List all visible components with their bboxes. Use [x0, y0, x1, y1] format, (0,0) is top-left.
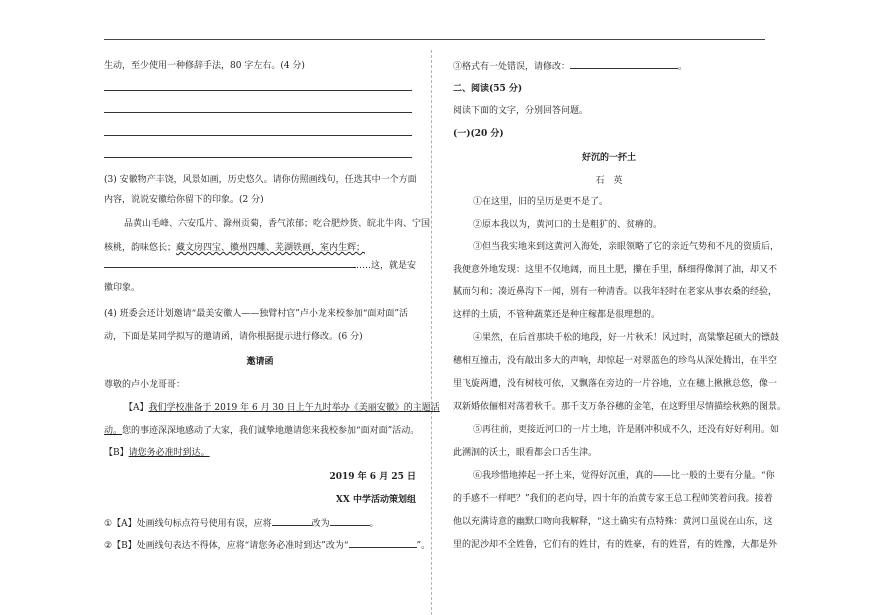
- paragraph-5-line1: ⑤再往前，更接近河口的一片土地，许是刚冲积成不久，还没有好好利用。如: [473, 425, 780, 435]
- invitation-body-text: 您的事迹深深地感动了大家，我们诚挚地邀请您来我校参加“面对面”活动。: [122, 426, 420, 436]
- reading-instruction: 阅读下面的文字，分别回答问题。: [453, 106, 589, 116]
- underlined-sentence-a: 我们学校准备于 2019 年 6 月 30 日上午九时举办《美丽安徽》的主题活: [148, 403, 440, 413]
- part-one-heading: (一)(20 分): [453, 129, 504, 139]
- sub-question-1-mid: 改为: [311, 519, 330, 529]
- sub-question-1-blank-b[interactable]: [330, 517, 370, 526]
- q4-text-line1: (4) 班委会还计划邀请“最美安徽人——独臂村官”卢小龙来校参加“面对面”活: [104, 309, 409, 319]
- sub-question-3: [453, 60, 687, 73]
- paragraph-1: ①在这里，旧的呈历是更不是了。: [473, 197, 609, 207]
- sub-question-3-end: 。: [678, 62, 688, 72]
- paragraph-6-line1: ⑥我珍惜地捧起一抔土来，觉得好沉重，真的——比一般的土要有分量。“你: [473, 471, 775, 481]
- q3-example-suffix: ……这，就是安: [352, 261, 416, 271]
- underlined-sentence-a-end: 动。: [104, 426, 123, 436]
- invitation-sender: XX 中学活动策划组: [335, 495, 416, 505]
- answer-line-3[interactable]: [104, 135, 412, 136]
- header-rule: [104, 39, 765, 40]
- sub-question-2-text: ②【B】处画线句表达不得体，应将“请您务必准时到达”改为“: [104, 541, 349, 551]
- sub-question-3-blank[interactable]: [570, 60, 678, 69]
- paragraph-4-line4: 双新婚依俪相对荡着秋千。那千支万条谷穗的金笔，在这野里尽情描绘秋熟的图景。: [453, 402, 787, 412]
- sub-question-1-end: 。: [369, 519, 379, 529]
- invitation-date: 2019 年 6 月 25 日: [329, 472, 416, 482]
- paragraph-3-line1: ③但当我实地来到这黄河入海处，亲眼领略了它的亲近气势和不凡的资质后，: [473, 242, 780, 252]
- article-title: 好沉的一抔土: [581, 153, 636, 163]
- answer-line-4[interactable]: [104, 157, 412, 158]
- q3-text-line1: (3) 安徽物产丰饶，风景如画，历史悠久。请你仿照画线句，任选其中一个方面: [104, 175, 417, 185]
- answer-line-2[interactable]: [104, 112, 412, 113]
- section-heading-reading: 二、阅读(55 分): [453, 84, 523, 94]
- underlined-sentence-b: 请您务必准时到达。: [128, 448, 210, 458]
- sub-question-2-blank[interactable]: [349, 539, 417, 548]
- paragraph-4-line1: ④果然，在后首那块千松的地段，好一片秋禾！风过时，高粱擎起硕大的镖鼓: [473, 333, 780, 343]
- q3-text-line2: 内容，说说安徽给你留下的印象。(2 分): [104, 195, 264, 205]
- paragraph-6-line2: 的手感不一样吧？”我们的老向导，四十年的治黄专家王总工程师笑着问我。接着: [453, 494, 773, 504]
- marker-b: 【B】: [104, 448, 129, 458]
- q4-text-line2: 动，下面是某同学拟写的邀请函，请你根据提示进行修改。(6 分): [104, 332, 363, 342]
- marker-a: 【A】: [124, 403, 149, 413]
- invitation-para-a-cont: [104, 425, 419, 437]
- paragraph-3-line2: 我便意外地发现：这里不仅地阔，而且土肥，攥在手里，酥细得像洞了油，却又不: [453, 265, 778, 275]
- q3-example-prefix: 核桃，韵味悠长；: [104, 243, 177, 253]
- paragraph-5-line2: 此溯洄的沃土，眼看都会口舌生津。: [453, 448, 598, 458]
- q3-example-line2: [104, 242, 365, 254]
- paragraph-6-line3: 他以充满诗意的幽默口吻向我解释，“这土确实有点特殊：黄河口虽说在山东，这: [453, 517, 773, 527]
- invitation-greeting: 尊敬的卢小龙哥哥：: [104, 380, 186, 390]
- answer-line-1[interactable]: [104, 90, 412, 91]
- q3-example-line1: 品黄山毛峰、六安瓜片、滁州贡菊，香气浓郁；吃合肥炒货、皖北牛肉、宁国: [124, 219, 431, 229]
- question-tail-text: 生动，至少使用一种修辞手法，80 字左右。(4 分): [104, 61, 305, 71]
- invitation-para-a: [124, 402, 440, 414]
- q3-example-end: 徽印象。: [104, 283, 141, 293]
- sub-question-2: [104, 539, 430, 552]
- q3-answer-line[interactable]: [104, 267, 356, 268]
- invitation-title: 邀请函: [246, 357, 274, 367]
- paragraph-2: ②原本我以为，黄河口的土是粗犷的、贫瘠的。: [473, 220, 663, 230]
- paragraph-4-line2: 穗相互撞击，没有敲出多大的声响，却惊起一对翠蓝色的珍鸟从深处腾出，在半空: [453, 356, 778, 366]
- paragraph-6-line4: 里的泥沙却不全姓鲁，它们有的姓甘，有的姓豪，有的姓晋，有的姓豫，大都是外: [453, 540, 778, 550]
- paragraph-3-line4: 这样的土质，不管种蔬菜还是种庄稼都是很理想的。: [453, 310, 661, 320]
- column-divider: [431, 50, 432, 615]
- article-author: 石 英: [595, 176, 623, 186]
- sub-question-1-blank-a[interactable]: [272, 517, 312, 526]
- sub-question-1-text: ①【A】处画线句标点符号使用有误，应将: [104, 519, 272, 529]
- paragraph-4-line3: 里飞旋两遭，没有树枝可依，又飘落在旁边的一片谷地，立在穗上揪揪总悠，像一: [453, 379, 778, 389]
- sub-question-3-text: ③格式有一处错误，请修改：: [453, 62, 571, 72]
- q3-wavy-underlined-sentence: 藏文房四宝、徽州四雕、芜湖铁画，室内生辉；: [176, 243, 366, 253]
- sub-question-2-end: ”。: [416, 541, 431, 551]
- paragraph-3-line3: 腻而匀和；凑近鼻沟下一闻，别有一种清香。以我年轻时在老家从事农桑的经验，: [453, 287, 778, 297]
- sub-question-1: [104, 517, 379, 530]
- invitation-para-b: [104, 447, 210, 459]
